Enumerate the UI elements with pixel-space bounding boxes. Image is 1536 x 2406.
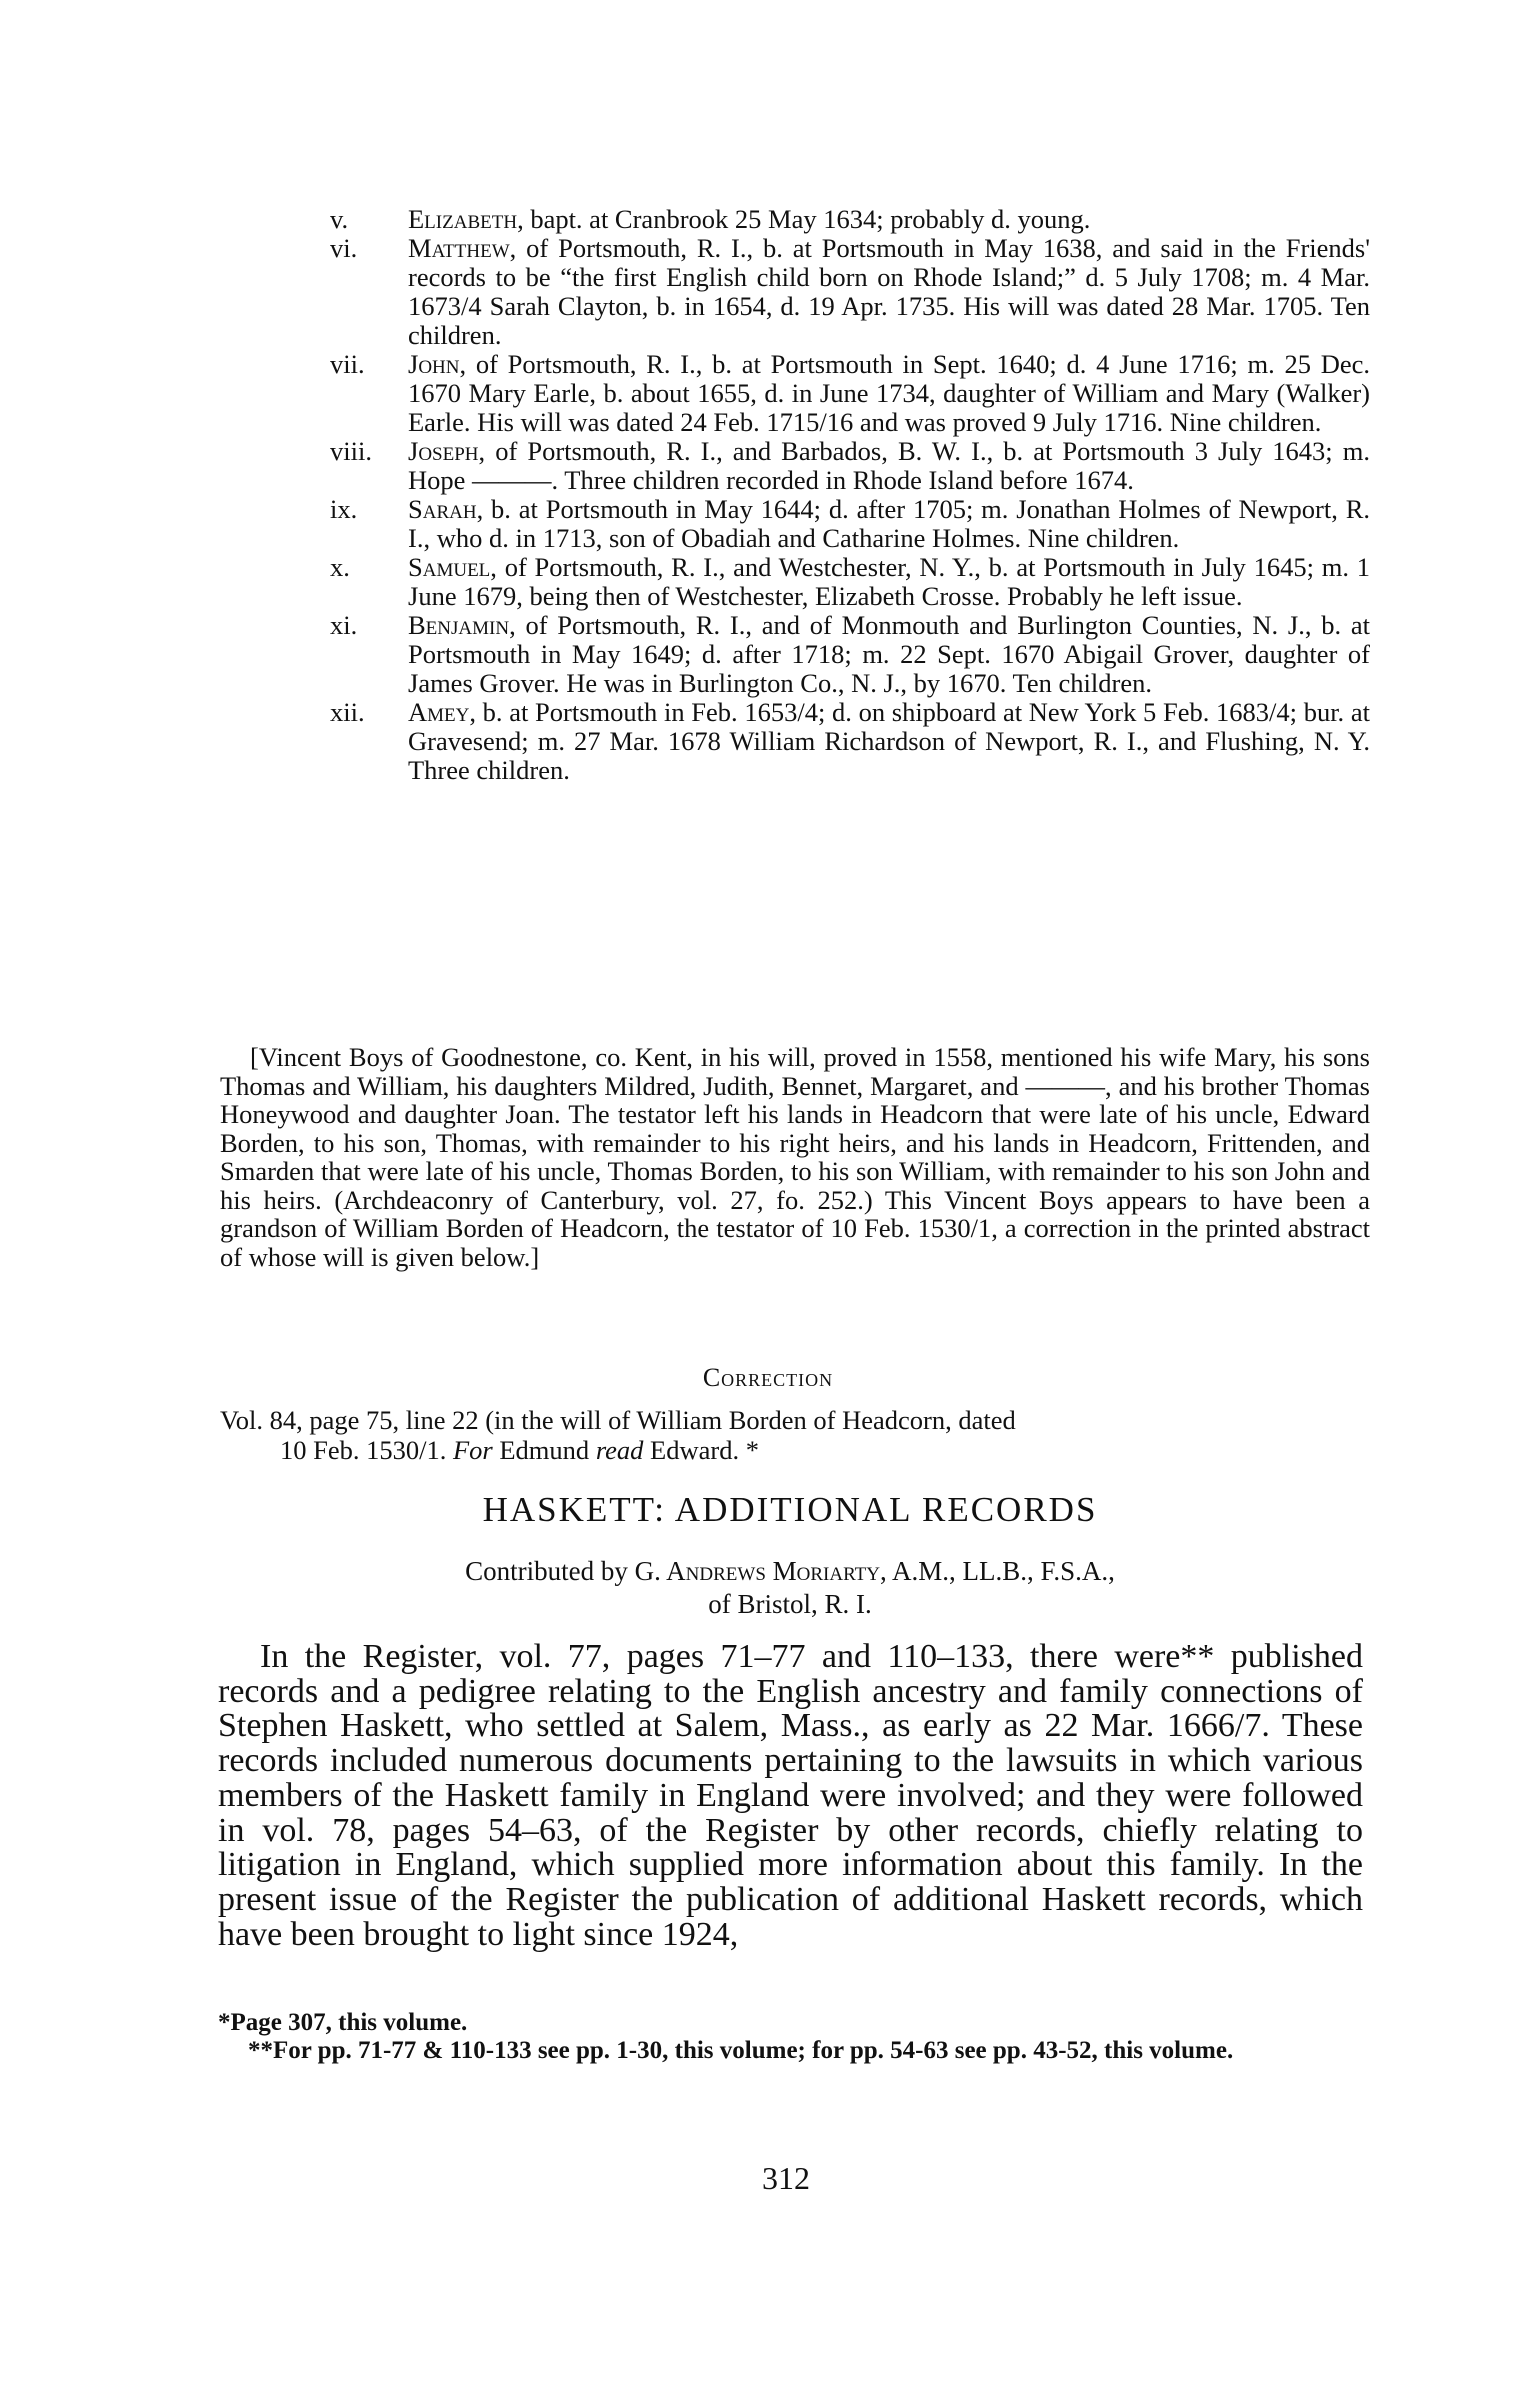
child-number: xi. [330,610,358,640]
child-name: Matthew [408,233,510,263]
child-details: , of Portsmouth, R. I., b. at Portsmouth in May 1638, and said in the Friends' records to be “the first English child born on Rhode Island;” d. 5 July 1708; m. 4 Mar. 1673/4 Sarah Clayton, b. in 1654, d. 19 Apr. 1735. His will was dated 28 Mar. 1705. Ten children. [408,233,1370,350]
child-text [408,698,1370,785]
children-list [330,205,1370,785]
child-details: , of Portsmouth, R. I., and Westchester, N. Y., b. at Portsmouth in July 1645; m. 1 June 1679, being then of Westchester, Elizabeth Crosse. Probably he left issue. [408,552,1370,611]
editorial-note: [Vincent Boys of Goodnestone, co. Kent, in his will, proved in 1558, mentioned his wife Mary, his sons Thomas and William, his daughters Mildred, Judith, Bennet, Margaret, and ———, and his brother Thomas Honeywood and daughter Joan. The testator left his lands in Headcorn that were late of his uncle, Edward Borden, to his son, Thomas, with remainder to his right heirs, and his lands in Headcorn, Frittenden, and Smarden that were late of his uncle, Thomas Borden, to his son William, with remainder to his son John and his heirs. (Archdeaconry of Canterbury, vol. 27, fo. 252.) This Vincent Boys appears to have been a grandson of William Borden of Headcorn, the testator of 10 Feb. 1530/1, a correction in the printed abstract of whose will is given below.] [220,1042,1370,1272]
child-number: ix. [330,494,358,524]
child-name: Samuel [408,552,491,582]
contributor-name: G. Andrews Moriarty [634,1556,880,1586]
child-entry [330,495,1370,553]
child-number: vi. [330,233,358,263]
child-entry [330,350,1370,437]
child-details: , bapt. at Cranbrook 25 May 1634; probably d. young. [517,204,1091,234]
child-details: , b. at Portsmouth in Feb. 1653/4; d. on shipboard at New York 5 Feb. 1683/4; bur. at Gravesend; m. 27 Mar. 1678 William Richardson of Newport, R. I., and Flushing, N. Y. Three children. [408,697,1370,785]
child-entry [330,205,1370,234]
child-text [408,437,1370,495]
child-number: x. [330,552,350,582]
child-text [408,350,1370,437]
child-entry [330,698,1370,785]
child-name: Elizabeth [408,204,518,234]
child-name: Benjamin [408,610,510,640]
child-entry [330,437,1370,495]
child-name: John [408,349,460,379]
child-text [408,553,1370,611]
child-entry [330,611,1370,698]
child-details: , of Portsmouth, R. I., and Barbados, B. W. I., b. at Portsmouth 3 July 1643; m. Hope ———. Three children recorded in Rhode Island before 1674. [408,436,1370,495]
correction-line-1: Vol. 84, page 75, line 22 (in the will of William Borden of Headcorn, dated [220,1405,1016,1435]
child-number: xii. [330,697,365,727]
child-text [408,234,1370,350]
page-number: 312 [762,2160,810,2196]
child-number: v. [330,204,349,234]
child-text [408,611,1370,698]
footnotes [218,2009,1368,2065]
child-text [408,495,1370,553]
child-text [408,205,1370,234]
child-entry [330,553,1370,611]
child-entry [330,234,1370,350]
child-name: Sarah [408,494,477,524]
child-number: vii. [330,349,365,379]
child-name: Joseph [408,436,479,466]
child-details: , of Portsmouth, R. I., b. at Portsmouth in Sept. 1640; d. 4 June 1716; m. 25 Dec. 1670 Mary Earle, b. about 1655, d. in June 1734, daughter of William and Mary (Walker) Earle. His will was dated 24 Feb. 1715/16 and was proved 9 July 1716. Nine children. [408,349,1370,437]
child-details: , of Portsmouth, R. I., and of Monmouth and Burlington Counties, N. J., b. at Portsmouth in May 1649; d. after 1718; m. 22 Sept. 1670 Abigail Grover, daughter of James Grover. He was in Burlington Co., N. J., by 1670. Ten children. [408,610,1370,698]
section-title: HASKETT: ADDITIONAL RECORDS [482,1490,1098,1529]
footnote-2: **For pp. 71-77 & 110-133 see pp. 1-30, this volume; for pp. 54-63 see pp. 43-52, this volume. [248,2037,1234,2064]
correction-line-2: 10 Feb. 1530/1. For Edmund read Edward. * [280,1435,759,1465]
contributor-location: of Bristol, R. I. [708,1589,872,1619]
child-name: Amey [408,697,470,727]
body-paragraph: In the Register, vol. 77, pages 71–77 and 110–133, there were** published records and a pedigree relating to the English ancestry and family connections of Stephen Haskett, who settled at Salem, Mass., as early as 22 Mar. 1666/7. These records included numerous documents pertaining to the lawsuits in which various members of the Haskett family in England were involved; and they were followed in vol. 78, pages 54–63, of the Register by other records, chiefly relating to litigation in England, which supplied more information about this family. In the present issue of the Register the publication of additional Haskett records, which have been brought to light since 1924, [218,1638,1363,1953]
contributor-line: Contributed by G. Andrews Moriarty, A.M., LL.B., F.S.A., of Bristol, R. I. [0,1555,1536,1621]
correction-heading: Correction [702,1363,834,1392]
child-details: , b. at Portsmouth in May 1644; d. after 1705; m. Jonathan Holmes of Newport, R. I., who d. in 1713, son of Obadiah and Catharine Holmes. Nine children. [408,494,1370,553]
correction-text [220,1405,1370,1465]
child-number: viii. [330,436,372,466]
footnote-1: *Page 307, this volume. [218,2009,468,2036]
